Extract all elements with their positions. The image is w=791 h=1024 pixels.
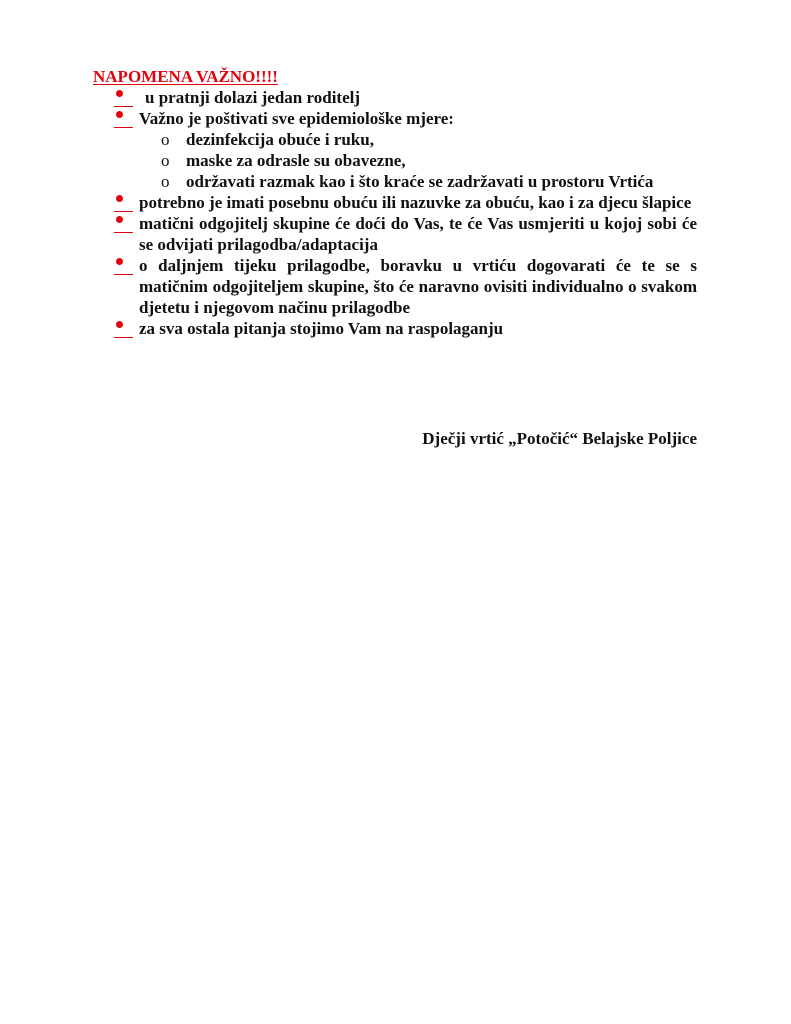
red-bullet-icon [114, 108, 133, 128]
red-bullet-icon [114, 87, 133, 107]
sub-bullet-icon: o [161, 130, 170, 149]
list-item [93, 108, 697, 129]
sub-list-item [93, 129, 697, 150]
sub-list-item-text: maske za odrasle su obavezne, [186, 151, 406, 170]
list-item [93, 318, 697, 339]
list-item-text: potrebno je imati posebnu obuću ili nazuvke za obuću, kao i za djecu šlapice [139, 193, 692, 212]
red-bullet-icon [114, 192, 133, 212]
notice-list-continued [93, 192, 697, 339]
list-item [93, 213, 697, 255]
red-bullet-icon [114, 318, 133, 338]
list-item [93, 87, 697, 108]
notice-content [93, 66, 697, 339]
list-item-text: za sva ostala pitanja stojimo Vam na raspolaganju [139, 319, 504, 338]
sub-bullet-icon: o [161, 151, 170, 170]
red-bullet-icon [114, 255, 133, 275]
kindergarten-signature: Dječji vrtić „Potočić“ Belajske Poljice [422, 429, 697, 448]
list-item-text: Važno je poštivati sve epidemiološke mjere: [139, 109, 454, 128]
sub-list-item [93, 171, 697, 192]
list-item-text: o daljnjem tijeku prilagodbe, boravku u vrtiću dogovarati će te se s matičnim odgojiteljem skupine, što će naravno ovisiti individualno o svakom djetetu i njegovom načinu prilagodbe [139, 256, 697, 317]
list-item-text: u pratnji dolazi jedan roditelj [145, 88, 361, 107]
sub-list-item [93, 150, 697, 171]
notice-heading: NAPOMENA VAŽNO!!!! [93, 67, 278, 86]
list-item [93, 192, 697, 213]
sub-bullet-icon: o [161, 172, 170, 191]
list-item-text: matični odgojitelj skupine će doći do Vas, te će Vas usmjeriti u kojoj sobi će se odvijati prilagodba/adaptacija [139, 214, 697, 254]
sub-list-item-text: održavati razmak kao i što kraće se zadržavati u prostoru Vrtića [186, 172, 654, 191]
list-item [93, 255, 697, 318]
sub-list-item-text: dezinfekcija obuće i ruku, [186, 130, 374, 149]
epidemiological-measures-list [93, 129, 697, 192]
notice-list [93, 87, 697, 129]
red-bullet-icon [114, 213, 133, 233]
